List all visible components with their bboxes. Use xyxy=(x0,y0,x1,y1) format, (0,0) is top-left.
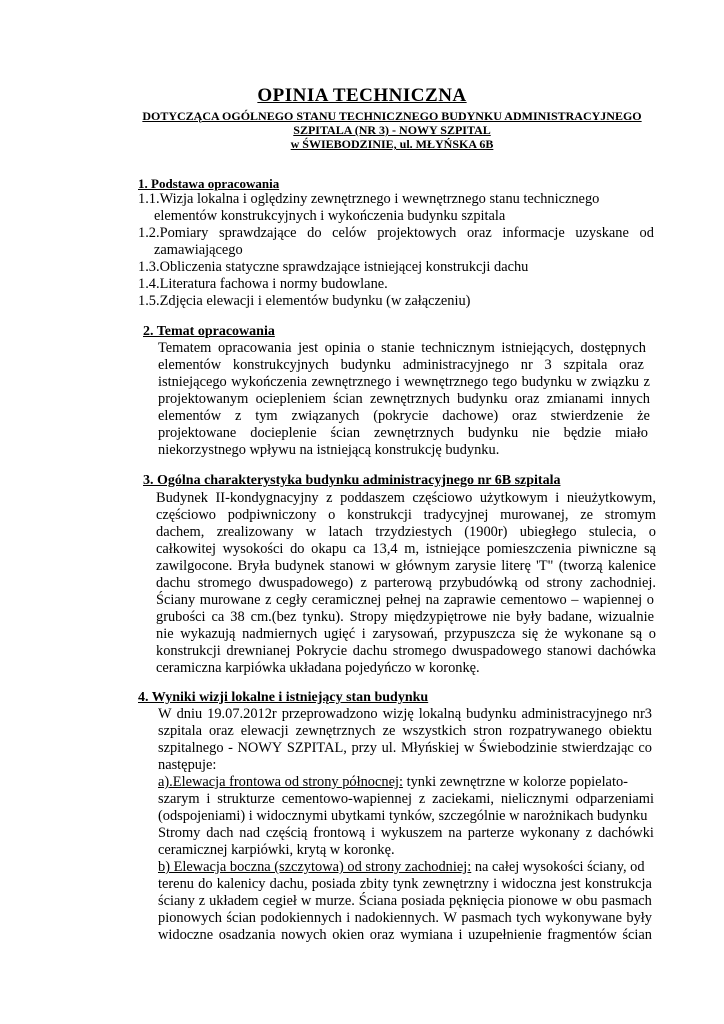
section-2-line: elementów z tym związanych (pokrycie dachowe) oraz stwierdzenie że xyxy=(158,408,650,424)
section-3-heading: 3. Ogólna charakterystyka budynku administracyjnego nr 6B szpitala xyxy=(143,473,561,488)
section-2-line: projektowane docieplenie ścian zewnętrznych budynku nie będzie miało xyxy=(158,425,648,441)
section-1-heading: 1. Podstawa opracowania xyxy=(138,176,280,191)
section-4-line xyxy=(158,859,645,876)
section-4-line: pionowych ścian podokiennych i nadokiennych. W pasmach tych wykonywane były xyxy=(158,910,652,926)
section-1-line: 1.5.Zdjęcia elewacji i elementów budynku (w załączeniu) xyxy=(138,293,471,309)
section-3-line: zawilgocone. Bryła budynek stanowi w głównym zarysie literę 'T" (tworzą kalenice xyxy=(156,558,656,574)
document-subtitle-line-3: w ŚWIEBODZINIE, ul. MŁYŃSKA 6B xyxy=(290,137,494,151)
section-3-line: dachu stromego dwuspadowego) z parterową przybudówką od strony zachodniej. xyxy=(156,575,656,591)
elevation-b-text: na całej wysokości ściany, od xyxy=(471,859,645,875)
section-4-line: szpitalnego - NOWY SZPITAL, przy ul. Młyńskiej w Świebodzinie stwierdzając co xyxy=(158,740,652,756)
section-4-line: W dniu 19.07.2012r przeprowadzono wizję lokalną budynku administracyjnego nr3 xyxy=(158,706,652,722)
section-4-line: Stromy dach nad częścią frontową i wykuszem na parterze wykonany z dachówki xyxy=(158,825,654,841)
document-subtitle-line-2: SZPITALA (NR 3) - NOWY SZPITAL xyxy=(293,123,491,137)
section-2-line: projektowanym ociepleniem ścian zewnętrznych budynku oraz zmianami innych xyxy=(158,391,650,407)
section-3-line: ceramiczna karpiówka układana pojedyńczo w koronkę. xyxy=(156,660,480,676)
section-4-line: ściany z układem cegieł w murze. Ściana posiada pęknięcia pionowe w obu pasmach xyxy=(158,893,652,909)
section-3-line: grubości ca 38 cm.(bez tynku). Stropy międzypiętrowe nie były badane, wizualnie xyxy=(156,609,654,625)
section-4-line: (odspojeniami) i widocznymi ubytkami tynków, szczególnie w narożnikach budynku xyxy=(158,808,648,824)
section-3-line: Ściany murowane z cegły ceramicznej pełnej na zaprawie cementowo – wapiennej o xyxy=(156,592,654,608)
section-1-line: zamawiającego xyxy=(154,242,243,258)
section-3-line: konstrukcji drewnianej Pokrycie dachu stromego dwuspadowego stanowi dachówka xyxy=(156,643,656,659)
section-2-line: Tematem opracowania jest opinia o stanie technicznym istniejących, dostępnych xyxy=(158,340,646,356)
section-3-line: całkowitej wysokości do okapu ca 13,4 m, istniejące pomieszczenia piwniczne są xyxy=(156,541,656,557)
section-4-line: widoczne osadzania nowych okien oraz wymiana i uzupełnienie fragmentów ścian xyxy=(158,927,652,943)
section-4-line: następuje: xyxy=(158,757,217,773)
section-2-heading: 2. Temat opracowania xyxy=(143,324,275,339)
section-2-line: istniejącego wykończenia zewnętrznego i wewnętrznego tego budynku w związku z xyxy=(158,374,650,390)
elevation-a-text: tynki zewnętrzne w kolorze popielato- xyxy=(402,774,628,790)
section-3-line: częściowo podpiwniczony o konstrukcji tradycyjnej murowanej, ze stromym xyxy=(156,507,656,523)
section-3-line: nie wykazują nadmiernych ugięć i zarysowań, przypuszcza się że wykonane są o xyxy=(156,626,656,642)
section-4-line: ceramicznej karpiówki, krytą w koronkę. xyxy=(158,842,395,858)
section-3-line: dachem, zrealizowany w latach trzydziestych (1900r) ubiegłego stulecia, o xyxy=(156,524,656,540)
document-title: OPINIA TECHNICZNA xyxy=(257,85,467,106)
section-4-line: szarym i strukturze cementowo-wapiennej z zaciekami, nielicznymi odparzeniami xyxy=(158,791,654,807)
section-1-line: elementów konstrukcyjnych i wykończenia budynku szpitala xyxy=(154,208,506,224)
elevation-a-label: a).Elewacja frontowa od strony północnej: xyxy=(158,774,403,790)
section-4-line: terenu do kalenicy dachu, posiada zbity tynk zewnętrzny i widoczna jest konstrukcja xyxy=(158,876,652,892)
section-3-line: Budynek II-kondygnacyjny z poddaszem częściowo użytkowym i nieużytkowym, xyxy=(156,490,656,506)
section-1-line: 1.4.Literatura fachowa i normy budowlane. xyxy=(138,276,388,292)
section-4-line xyxy=(158,774,628,791)
section-2-line: niekorzystnego wpływu na istniejącą konstrukcję budynku. xyxy=(158,442,500,458)
section-1-line: 1.3.Obliczenia statyczne sprawdzające istniejącej konstrukcji dachu xyxy=(138,259,529,275)
elevation-b-label: b) Elewacja boczna (szczytowa) od strony zachodniej: xyxy=(158,859,472,875)
section-1-line: 1.2.Pomiary sprawdzające do celów projektowych oraz informacje uzyskane od xyxy=(138,225,654,241)
section-4-line: szpitala oraz elewacji zewnętrznych ze wszystkich stron rozpatrywanego obiektu xyxy=(158,723,652,739)
section-2-line: elementów konstrukcyjnych budynku administracyjnego nr 3 szpitala oraz xyxy=(158,357,644,373)
section-1-line: 1.1.Wizja lokalna i oględziny zewnętrznego i wewnętrznego stanu technicznego xyxy=(138,191,600,207)
document-subtitle-line-1: DOTYCZĄCA OGÓLNEGO STANU TECHNICZNEGO BUDYNKU ADMINISTRACYJNEGO xyxy=(142,109,642,123)
section-4-heading: 4. Wyniki wizji lokalne i istniejący stan budynku xyxy=(138,690,429,705)
